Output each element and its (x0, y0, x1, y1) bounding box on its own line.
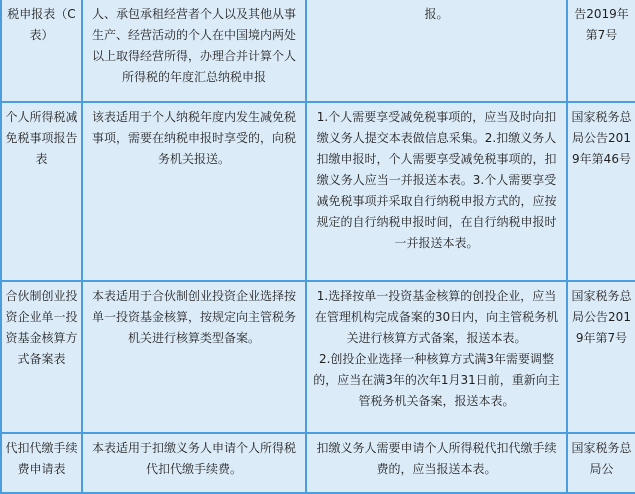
scope-cell: 本表适用于合伙制创业投资企业选择按单一投资基金核算，按规定向主管税务机关进行核算类型备案。 (82, 281, 306, 433)
table-row (1, 281, 635, 433)
scope-cell: 本表适用于扣缴义务人申请个人所得税代扣代缴手续费。 (82, 433, 306, 493)
form-name-cell: 代扣代缴手续费申请表 (1, 433, 82, 493)
time-paragraph: 1.选择按单一投资基金核算的创投企业，应当在管理机构完成备案的30日内，向主管税务机关进行核算方式备案，报送本表。 (314, 289, 559, 345)
form-name-cell: 合伙制创业投资企业单一投资基金核算方式备案表 (1, 281, 82, 433)
form-name-cell: 税申报表（C表） (1, 0, 82, 102)
basis-cell: 国家税务总局公告2019年第46号 (567, 102, 635, 281)
time-cell (306, 0, 567, 102)
table-row (1, 102, 635, 281)
table-row (1, 433, 635, 493)
table-row (1, 0, 635, 102)
time-paragraph: 2.创投企业选择一种核算方式满3年需要调整的，应当在满3年的次年1月31日前，重新向主管税务机关备案，报送本表。 (313, 352, 560, 408)
scope-cell: 该表适用于个人纳税年度内发生减免税事项，需要在纳税申报时享受的，向税务机关报送。 (82, 102, 306, 281)
time-cell (306, 433, 567, 493)
time-paragraph: 扣缴义务人需要申请个人所得税代扣代缴手续费的，应当报送本表。 (316, 441, 557, 476)
basis-cell: 国家税务总局公告2019年第7号 (567, 281, 635, 433)
form-name-cell: 个人所得税减免税事项报告表 (1, 102, 82, 281)
scope-cell: 人、承包承租经营者个人以及其他从事生产、经营活动的个人在中国境内两处以上取得经营所得，办理合并计算个人所得税的年度汇总纳税申报 (82, 0, 306, 102)
time-paragraph: 1.个人需要享受减免税事项的，应当及时向扣缴义务人提交本表做信息采集。2.扣缴义务人扣缴申报时，个人需要享受减免税事项的，扣缴义务人应当一并报送本表。3.个人需要享受减免税事项并采取自行纳税申报方式的，应按规定的自行纳税申报时间，在自行纳税申报时一并报送本表。 (316, 110, 557, 250)
basis-cell: 国家税务总局公 (567, 433, 635, 493)
time-cell (306, 102, 567, 281)
time-paragraph: 报。 (424, 7, 449, 21)
time-cell (306, 281, 567, 433)
basis-cell: 告2019年第7号 (567, 0, 635, 102)
